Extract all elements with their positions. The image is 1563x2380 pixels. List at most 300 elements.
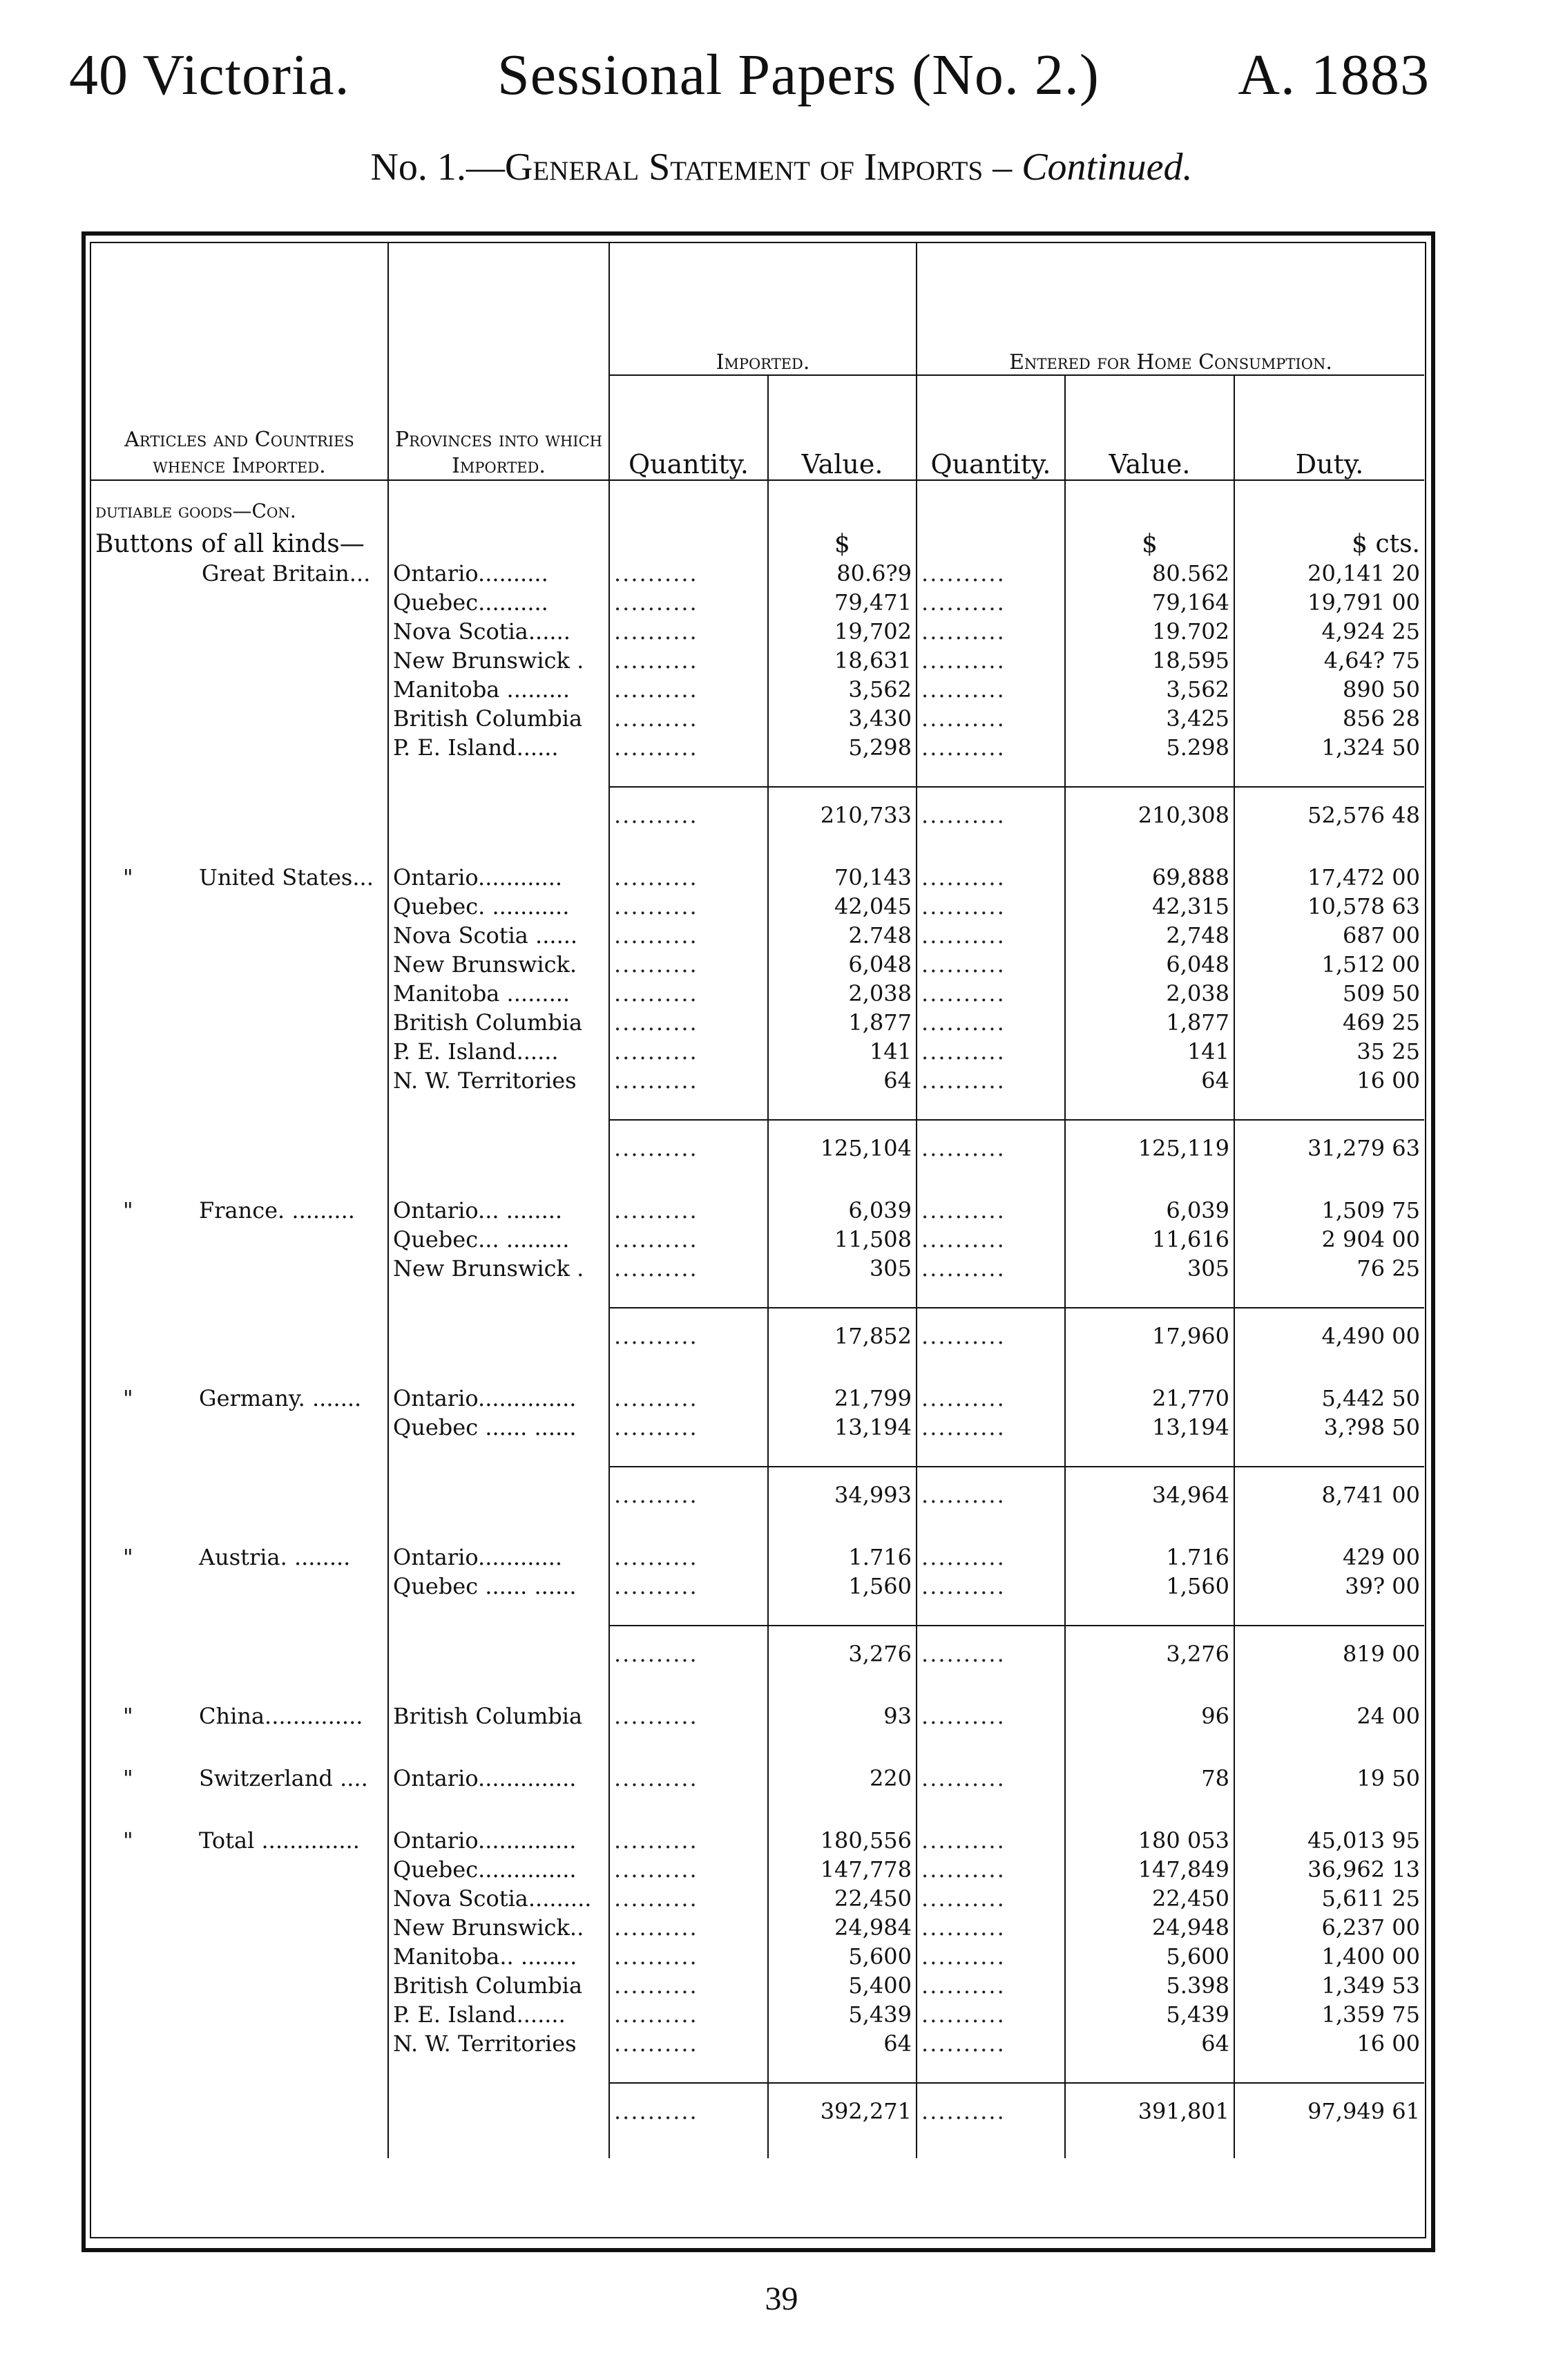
- province-name: Quebec... .........: [388, 1224, 609, 1253]
- home-quantity-leader: ..........: [917, 2028, 1065, 2057]
- home-quantity-leader: ..........: [917, 1941, 1065, 1970]
- header-quantity: Quantity.: [609, 375, 768, 480]
- imported-value: 220: [768, 1763, 917, 1792]
- duty-value: 1,512 00: [1234, 949, 1424, 978]
- imported-value: 6,048: [768, 949, 917, 978]
- table-row: [91, 2028, 1424, 2057]
- home-quantity-leader: ..........: [917, 703, 1065, 732]
- duty-value: 45,013 95: [1234, 1825, 1424, 1854]
- subtotal-home-value: 210,308: [1065, 787, 1234, 829]
- statement-dash: –: [983, 146, 1022, 189]
- province-name: Quebec ...... ......: [388, 1571, 609, 1600]
- country-cell-empty: [91, 1065, 388, 1094]
- duty-value: 5,611 25: [1234, 1883, 1424, 1912]
- quantity-leader: ..........: [609, 1542, 768, 1571]
- ditto-mark: ": [123, 864, 133, 891]
- home-quantity-leader: ..........: [917, 949, 1065, 978]
- table-row: [91, 732, 1424, 761]
- province-name: Ontario..............: [388, 1763, 609, 1792]
- imported-value: 13,194: [768, 1412, 917, 1441]
- home-value: 5,600: [1065, 1941, 1234, 1970]
- header-home-value: Value.: [1065, 375, 1234, 480]
- home-quantity-leader: ..........: [917, 558, 1065, 587]
- country-cell: [91, 1701, 388, 1730]
- imported-value: 42,045: [768, 891, 917, 920]
- duty-value: 429 00: [1234, 1542, 1424, 1571]
- imported-value: 2.748: [768, 920, 917, 949]
- subtotal-quantity-leader: ..........: [609, 2083, 768, 2125]
- subtotal-home-value: 17,960: [1065, 1308, 1234, 1350]
- value-unit: $: [768, 525, 917, 558]
- province-name: P. E. Island.......: [388, 1999, 609, 2028]
- country-cell: [91, 1825, 388, 1854]
- imported-value: 64: [768, 1065, 917, 1094]
- table-row: [91, 1007, 1424, 1036]
- country-cell-empty: [91, 732, 388, 761]
- subtotal-quantity-leader: ..........: [609, 787, 768, 829]
- subtotal-home-quantity-leader: ..........: [917, 2083, 1065, 2125]
- home-value: 5,439: [1065, 1999, 1234, 2028]
- imported-value: 93: [768, 1701, 917, 1730]
- home-quantity-leader: ..........: [917, 1912, 1065, 1941]
- duty-value: 6,237 00: [1234, 1912, 1424, 1941]
- province-name: Manitoba .........: [388, 674, 609, 703]
- subtotal-province-blank: [388, 1120, 609, 1162]
- country-cell-empty: [91, 1912, 388, 1941]
- header-center: Sessional Papers (No. 2.): [497, 43, 1100, 107]
- table-row: [91, 1571, 1424, 1600]
- duty-value: 469 25: [1234, 1007, 1424, 1036]
- quantity-leader: ..........: [609, 645, 768, 674]
- subtotal-province-blank: [388, 1467, 609, 1509]
- province-name: Ontario............: [388, 1542, 609, 1571]
- subtotal-province-blank: [388, 2083, 609, 2125]
- page-number: 39: [765, 2281, 798, 2317]
- quantity-leader: ..........: [609, 891, 768, 920]
- quantity-leader: ..........: [609, 920, 768, 949]
- subtotal-home-quantity-leader: ..........: [917, 1308, 1065, 1350]
- home-value: 11,616: [1065, 1224, 1234, 1253]
- table-row: [91, 1383, 1424, 1412]
- section-label: dutiable goods—Con.: [95, 499, 296, 522]
- duty-value: 4,64? 75: [1234, 645, 1424, 674]
- quantity-leader: ..........: [609, 1763, 768, 1792]
- table-row: [91, 1941, 1424, 1970]
- home-value: 96: [1065, 1701, 1234, 1730]
- quantity-leader: ..........: [609, 949, 768, 978]
- province-name: Ontario..........: [388, 558, 609, 587]
- duty-value: 10,578 63: [1234, 891, 1424, 920]
- home-quantity-leader: ..........: [917, 1970, 1065, 1999]
- province-name: New Brunswick .: [388, 1253, 609, 1282]
- page-header: [69, 41, 1430, 124]
- duty-value: 687 00: [1234, 920, 1424, 949]
- header-value: Value.: [768, 375, 917, 480]
- quantity-leader: ..........: [609, 616, 768, 645]
- province-name: British Columbia: [388, 1970, 609, 1999]
- country-cell-empty: [91, 1854, 388, 1883]
- quantity-leader: ..........: [609, 1941, 768, 1970]
- quantity-leader: ..........: [609, 1912, 768, 1941]
- subtotal-blank: [91, 787, 388, 829]
- country-cell-empty: [91, 674, 388, 703]
- table-row: [91, 674, 1424, 703]
- home-value: 79,164: [1065, 587, 1234, 616]
- province-name: New Brunswick..: [388, 1912, 609, 1941]
- country-cell-empty: [91, 978, 388, 1007]
- imported-value: 2,038: [768, 978, 917, 1007]
- ditto-mark: ": [123, 1703, 133, 1729]
- subtotal-value: 17,852: [768, 1308, 917, 1350]
- province-name: Nova Scotia......: [388, 616, 609, 645]
- duty-unit: $ cts.: [1234, 525, 1424, 558]
- ditto-mark: ": [123, 1385, 133, 1411]
- subtotal-blank: [91, 1626, 388, 1668]
- table-row: [91, 1036, 1424, 1065]
- country-name: Austria. ........: [199, 1544, 351, 1570]
- home-quantity-leader: ..........: [917, 1195, 1065, 1224]
- home-quantity-leader: ..........: [917, 1854, 1065, 1883]
- subtotal-duty: 31,279 63: [1234, 1120, 1424, 1162]
- table-row: [91, 1854, 1424, 1883]
- home-value: 13,194: [1065, 1412, 1234, 1441]
- subtotal-home-value: 125,119: [1065, 1120, 1234, 1162]
- home-value: 80.562: [1065, 558, 1234, 587]
- country-cell: [91, 862, 388, 891]
- table-row: [91, 1195, 1424, 1224]
- subtotal-quantity-leader: ..........: [609, 1626, 768, 1668]
- quantity-leader: ..........: [609, 862, 768, 891]
- table-row: [91, 587, 1424, 616]
- duty-value: 2 904 00: [1234, 1224, 1424, 1253]
- home-value: 24,948: [1065, 1912, 1234, 1941]
- table-row: [91, 1912, 1424, 1941]
- table-row: [91, 949, 1424, 978]
- subtotal-blank: [91, 1120, 388, 1162]
- province-name: Ontario..............: [388, 1825, 609, 1854]
- table-row: [91, 703, 1424, 732]
- duty-value: 856 28: [1234, 703, 1424, 732]
- table-row: [91, 645, 1424, 674]
- table-row: [91, 1999, 1424, 2028]
- country-name: United States...: [199, 864, 374, 891]
- country-cell-empty: [91, 616, 388, 645]
- subtotal-duty: 819 00: [1234, 1626, 1424, 1668]
- home-value: 6,048: [1065, 949, 1234, 978]
- home-value: 1.716: [1065, 1542, 1234, 1571]
- home-quantity-leader: ..........: [917, 1036, 1065, 1065]
- quantity-leader: ..........: [609, 703, 768, 732]
- country-cell-empty: [91, 1941, 388, 1970]
- imported-value: 141: [768, 1036, 917, 1065]
- duty-value: 20,141 20: [1234, 558, 1424, 587]
- ditto-mark: ": [123, 1544, 133, 1570]
- home-value: 64: [1065, 1065, 1234, 1094]
- country-cell-empty: [91, 1253, 388, 1282]
- country-cell: [91, 1542, 388, 1571]
- home-value: 5.398: [1065, 1970, 1234, 1999]
- imported-value: 21,799: [768, 1383, 917, 1412]
- header-entered: Entered for Home Consumption.: [917, 243, 1424, 375]
- subtotal-home-value: 391,801: [1065, 2083, 1234, 2125]
- home-quantity-leader: ..........: [917, 1383, 1065, 1412]
- country-name: Switzerland ....: [199, 1765, 368, 1791]
- subtotal-duty: 4,490 00: [1234, 1308, 1424, 1350]
- table-row: [91, 1412, 1424, 1441]
- country-name: Great Britain...: [202, 560, 371, 587]
- duty-value: 35 25: [1234, 1036, 1424, 1065]
- imported-value: 147,778: [768, 1854, 917, 1883]
- province-name: British Columbia: [388, 1007, 609, 1036]
- country-cell: [91, 1383, 388, 1412]
- ditto-mark: ": [123, 1197, 133, 1224]
- home-value: 305: [1065, 1253, 1234, 1282]
- country-cell-empty: [91, 1571, 388, 1600]
- subtotal-value: 210,733: [768, 787, 917, 829]
- duty-value: 1,359 75: [1234, 1999, 1424, 2028]
- home-quantity-leader: ..........: [917, 1065, 1065, 1094]
- country-cell-empty: [91, 1412, 388, 1441]
- country-cell: [91, 1195, 388, 1224]
- country-cell-empty: [91, 1224, 388, 1253]
- quantity-leader: ..........: [609, 978, 768, 1007]
- province-name: Nova Scotia ......: [388, 920, 609, 949]
- country-cell-empty: [91, 1999, 388, 2028]
- duty-value: 16 00: [1234, 2028, 1424, 2057]
- home-value: 69,888: [1065, 862, 1234, 891]
- quantity-leader: ..........: [609, 587, 768, 616]
- home-quantity-leader: ..........: [917, 732, 1065, 761]
- province-name: Quebec. ...........: [388, 891, 609, 920]
- home-value: 78: [1065, 1763, 1234, 1792]
- imported-value: 18,631: [768, 645, 917, 674]
- home-value: 19.702: [1065, 616, 1234, 645]
- country-cell-empty: [91, 645, 388, 674]
- home-quantity-leader: ..........: [917, 1253, 1065, 1282]
- subtotal-home-quantity-leader: ..........: [917, 1120, 1065, 1162]
- country-cell-empty: [91, 1007, 388, 1036]
- statement-number: No. 1.—: [370, 146, 505, 189]
- ditto-mark: ": [123, 1765, 133, 1791]
- table-row: [91, 978, 1424, 1007]
- quantity-leader: ..........: [609, 1571, 768, 1600]
- header-home-quantity: Quantity.: [917, 375, 1065, 480]
- duty-value: 36,962 13: [1234, 1854, 1424, 1883]
- table-row: [91, 616, 1424, 645]
- subtotal-quantity-leader: ..........: [609, 1308, 768, 1350]
- duty-value: 24 00: [1234, 1701, 1424, 1730]
- province-name: Quebec..............: [388, 1854, 609, 1883]
- home-quantity-leader: ..........: [917, 616, 1065, 645]
- country-cell-empty: [91, 920, 388, 949]
- province-name: Quebec..........: [388, 587, 609, 616]
- home-quantity-leader: ..........: [917, 978, 1065, 1007]
- table-row: [91, 920, 1424, 949]
- imported-value: 1.716: [768, 1542, 917, 1571]
- header-provinces: Provinces into which Imported.: [388, 243, 609, 480]
- home-value-unit: $: [1065, 525, 1234, 558]
- country-cell-empty: [91, 1970, 388, 1999]
- home-quantity-leader: ..........: [917, 1999, 1065, 2028]
- header-duty: Duty.: [1234, 375, 1424, 480]
- home-quantity-leader: ..........: [917, 1763, 1065, 1792]
- subtotal-province-blank: [388, 787, 609, 829]
- imported-value: 24,984: [768, 1912, 917, 1941]
- home-value: 18,595: [1065, 645, 1234, 674]
- subtotal-row: [91, 1308, 1424, 1350]
- country-cell: [91, 1763, 388, 1792]
- imported-value: 3,430: [768, 703, 917, 732]
- home-value: 2,038: [1065, 978, 1234, 1007]
- table-row: [91, 1763, 1424, 1792]
- subtotal-value: 392,271: [768, 2083, 917, 2125]
- quantity-leader: ..........: [609, 1195, 768, 1224]
- home-value: 180 053: [1065, 1825, 1234, 1854]
- statement-continued: Continued.: [1022, 146, 1193, 189]
- quantity-leader: ..........: [609, 1253, 768, 1282]
- home-value: 1,877: [1065, 1007, 1234, 1036]
- province-name: Ontario............: [388, 862, 609, 891]
- quantity-leader: ..........: [609, 674, 768, 703]
- imported-value: 80.6?9: [768, 558, 917, 587]
- home-quantity-leader: ..........: [917, 1701, 1065, 1730]
- home-value: 64: [1065, 2028, 1234, 2057]
- home-quantity-leader: ..........: [917, 1542, 1065, 1571]
- quantity-leader: ..........: [609, 1036, 768, 1065]
- article-name: Buttons of all kinds—: [95, 530, 365, 558]
- statement-title: [0, 145, 1563, 189]
- province-name: Manitoba.. ........: [388, 1941, 609, 1970]
- province-name: British Columbia: [388, 1701, 609, 1730]
- home-value: 5.298: [1065, 732, 1234, 761]
- home-value: 2,748: [1065, 920, 1234, 949]
- duty-value: 19 50: [1234, 1763, 1424, 1792]
- country-cell-empty: [91, 1036, 388, 1065]
- duty-value: 16 00: [1234, 1065, 1424, 1094]
- imports-table: [91, 243, 1424, 2158]
- home-value: 1,560: [1065, 1571, 1234, 1600]
- duty-value: 5,442 50: [1234, 1383, 1424, 1412]
- imported-value: 5,439: [768, 1999, 917, 2028]
- imported-value: 22,450: [768, 1883, 917, 1912]
- imported-value: 305: [768, 1253, 917, 1282]
- table-row: [91, 1253, 1424, 1282]
- table-row: [91, 1542, 1424, 1571]
- country-cell-empty: [91, 949, 388, 978]
- duty-value: 3,?98 50: [1234, 1412, 1424, 1441]
- header-right: A. 1883: [1238, 43, 1430, 107]
- table-row: [91, 891, 1424, 920]
- province-name: P. E. Island......: [388, 1036, 609, 1065]
- country-name: China..............: [199, 1703, 363, 1729]
- duty-value: 4,924 25: [1234, 616, 1424, 645]
- quantity-leader: ..........: [609, 1999, 768, 2028]
- imported-value: 1,560: [768, 1571, 917, 1600]
- imported-value: 5,600: [768, 1941, 917, 1970]
- home-quantity-leader: ..........: [917, 587, 1065, 616]
- table-row: [91, 1825, 1424, 1854]
- province-name: New Brunswick.: [388, 949, 609, 978]
- province-name: Quebec ...... ......: [388, 1412, 609, 1441]
- subtotal-home-value: 34,964: [1065, 1467, 1234, 1509]
- table-row: [91, 862, 1424, 891]
- home-quantity-leader: ..........: [917, 674, 1065, 703]
- duty-value: 1,349 53: [1234, 1970, 1424, 1999]
- home-quantity-leader: ..........: [917, 645, 1065, 674]
- subtotal-duty: 97,949 61: [1234, 2083, 1424, 2125]
- quantity-leader: ..........: [609, 1701, 768, 1730]
- home-value: 22,450: [1065, 1883, 1234, 1912]
- subtotal-blank: [91, 1308, 388, 1350]
- imported-value: 6,039: [768, 1195, 917, 1224]
- header-articles: Articles and Countries whence Imported.: [91, 243, 388, 480]
- subtotal-row: [91, 787, 1424, 829]
- duty-value: 17,472 00: [1234, 862, 1424, 891]
- quantity-leader: ..........: [609, 1065, 768, 1094]
- country-name: France. .........: [199, 1197, 355, 1224]
- home-value: 141: [1065, 1036, 1234, 1065]
- imported-value: 3,562: [768, 674, 917, 703]
- quantity-leader: ..........: [609, 2028, 768, 2057]
- home-value: 3,425: [1065, 703, 1234, 732]
- province-name: New Brunswick .: [388, 645, 609, 674]
- imported-value: 11,508: [768, 1224, 917, 1253]
- quantity-leader: ..........: [609, 1007, 768, 1036]
- subtotal-province-blank: [388, 1626, 609, 1668]
- duty-value: 1,400 00: [1234, 1941, 1424, 1970]
- quantity-leader: ..........: [609, 1883, 768, 1912]
- home-value: 42,315: [1065, 891, 1234, 920]
- home-value: 3,562: [1065, 674, 1234, 703]
- table-row: [91, 558, 1424, 587]
- province-name: N. W. Territories: [388, 1065, 609, 1094]
- quantity-leader: ..........: [609, 732, 768, 761]
- home-quantity-leader: ..........: [917, 862, 1065, 891]
- country-cell-empty: [91, 2028, 388, 2057]
- subtotal-row: [91, 1626, 1424, 1668]
- province-name: P. E. Island......: [388, 732, 609, 761]
- subtotal-value: 125,104: [768, 1120, 917, 1162]
- statement-name: General Statement of Imports: [504, 146, 984, 189]
- imported-value: 70,143: [768, 862, 917, 891]
- ditto-mark: ": [123, 1827, 133, 1854]
- duty-value: 39? 00: [1234, 1571, 1424, 1600]
- subtotal-blank: [91, 2083, 388, 2125]
- imports-table-body: [91, 480, 1424, 2158]
- province-name: N. W. Territories: [388, 2028, 609, 2057]
- table-row: [91, 1065, 1424, 1094]
- home-value: 147,849: [1065, 1854, 1234, 1883]
- subtotal-duty: 8,741 00: [1234, 1467, 1424, 1509]
- subtotal-home-value: 3,276: [1065, 1626, 1234, 1668]
- imported-value: 19,702: [768, 616, 917, 645]
- home-value: 6,039: [1065, 1195, 1234, 1224]
- country-cell-empty: [91, 1883, 388, 1912]
- quantity-leader: ..........: [609, 1383, 768, 1412]
- subtotal-blank: [91, 1467, 388, 1509]
- country-name: Total ..............: [199, 1827, 360, 1854]
- province-name: British Columbia: [388, 703, 609, 732]
- province-name: Manitoba .........: [388, 978, 609, 1007]
- subtotal-quantity-leader: ..........: [609, 1467, 768, 1509]
- duty-value: 509 50: [1234, 978, 1424, 1007]
- country-name: Germany. .......: [199, 1385, 362, 1411]
- home-value: 21,770: [1065, 1383, 1234, 1412]
- duty-value: 76 25: [1234, 1253, 1424, 1282]
- table-row: [91, 1701, 1424, 1730]
- duty-value: 1,509 75: [1234, 1195, 1424, 1224]
- duty-value: 890 50: [1234, 674, 1424, 703]
